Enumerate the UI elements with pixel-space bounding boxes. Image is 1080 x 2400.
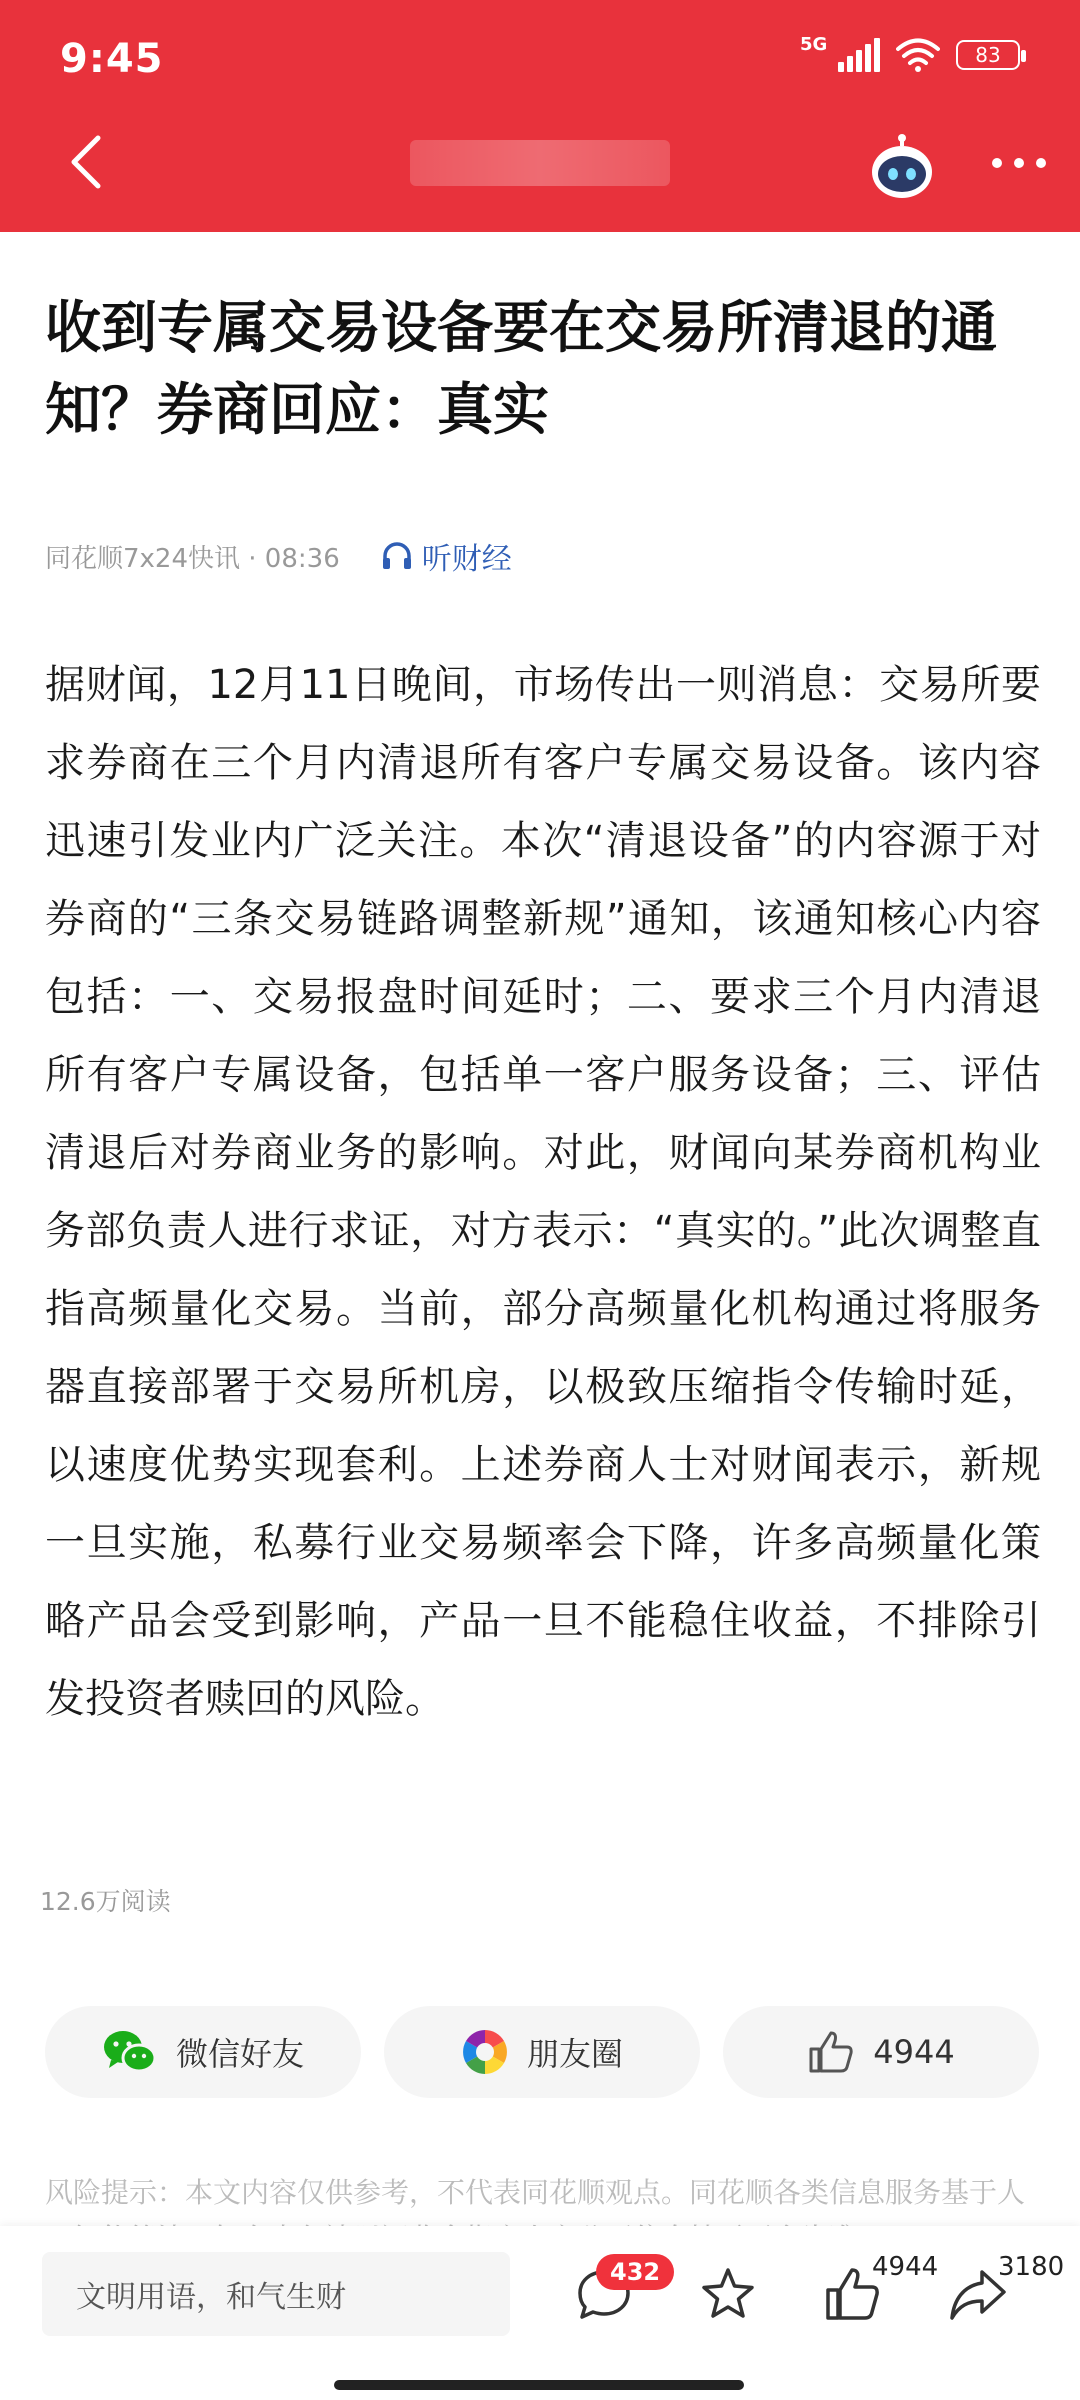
moments-icon <box>461 2028 509 2076</box>
listen-button[interactable] <box>380 534 512 578</box>
like-count-bottom: 4944 <box>872 2252 939 2282</box>
listen-label: 听财经 <box>421 542 512 577</box>
share-moments-label: 朋友圈 <box>526 2035 623 2073</box>
like-count: 4944 <box>873 2033 955 2071</box>
status-time: 9:45 <box>60 36 164 82</box>
share-row <box>45 2006 1039 2098</box>
headphones-icon <box>380 539 414 573</box>
app-header <box>0 0 1080 232</box>
signal-icon <box>800 34 880 72</box>
app-logo-blurred <box>410 140 670 186</box>
wifi-icon <box>896 38 940 72</box>
share-wechat-button[interactable] <box>45 2006 361 2098</box>
back-icon[interactable] <box>58 132 118 192</box>
wechat-icon <box>102 2028 158 2076</box>
share-count: 3180 <box>998 2252 1065 2282</box>
comment-input[interactable]: 文明用语，和气生财 <box>42 2252 510 2336</box>
comment-count-badge: 432 <box>596 2254 674 2290</box>
star-icon[interactable] <box>698 2264 758 2324</box>
article-meta <box>45 534 512 578</box>
network-type: 5G <box>800 34 828 55</box>
status-icons <box>800 34 1020 72</box>
home-indicator[interactable] <box>334 2380 744 2390</box>
share-wechat-label: 微信好友 <box>175 2035 304 2073</box>
more-icon[interactable] <box>992 158 1046 168</box>
article-source: 同花顺7x24快讯 · 08:36 <box>45 543 340 574</box>
bottom-action-bar <box>0 2226 1080 2400</box>
article-title: 收到专属交易设备要在交易所清退的通知？券商回应：真实 <box>45 296 997 443</box>
thumbs-up-icon <box>807 2029 855 2075</box>
read-count: 12.6万阅读 <box>40 1887 171 1916</box>
like-button[interactable] <box>723 2006 1039 2098</box>
share-moments-button[interactable] <box>384 2006 700 2098</box>
battery-icon <box>956 40 1020 70</box>
battery-level: 83 <box>975 43 1001 67</box>
article-body: 据财闻，12月11日晚间，市场传出一则消息：交易所要求券商在三个月内清退所有客户专属交易设备。该内容迅速引发业内广泛关注。本次“清退设备”的内容源于对券商的“三条交易链路调整新规”通知，该通知核心内容包括：一、交易报盘时间延时；二、要求三个月内清退所有客户专属设备，包括单一客户服务设备；三、评估清退后对券商业务的影响。对此，财闻向某券商机构业务部负责人进行求证，对方表示：“真实的。”此次调整直指高频量化交易。当前，部分高频量化机构通过将服务器直接部署于交易所机房，以极致压缩指令传输时延，以速度优势实现套利。上述券商人士对财闻表示，新规一旦实施，私募行业交易频率会下降，许多高频量化策略产品会受到影响，产品一旦不能稳住收益，不排除引发投资者赎回的风险。 <box>45 662 1041 1722</box>
risk-notice: 风险提示：本文内容仅供参考，不代表同花顺观点。同花顺各类信息服务基于人 <box>45 2176 1026 2209</box>
robot-assistant-icon[interactable] <box>866 130 938 202</box>
